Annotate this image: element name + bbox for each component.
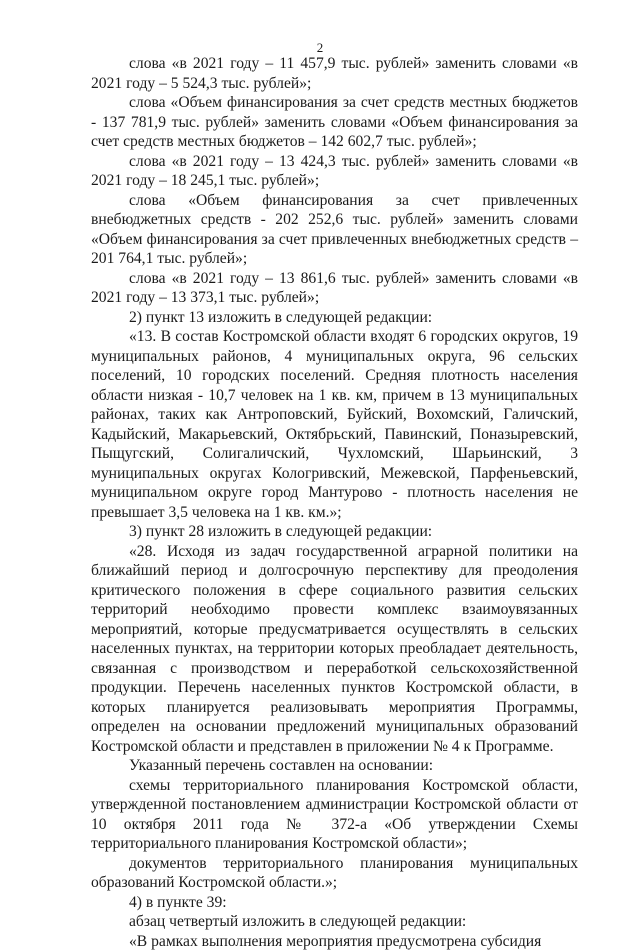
paragraph: «13. В состав Костромской области входят 6 городских округов, 19 муниципальных районов, 4 муниципальных округа, 96 сельских поселений, 10 городских поселений. Средняя плотность населения области низкая - 10,7 человек на 1 кв. км, причем в 13 муниципальных районах, таких как Антроповский, Буйский, Вохомский, Галичский, Кадыйский, Макарьевский, Октябрьский, Павинский, Поназыревский, Пыщугский, Солигаличский, Чухломский, Шарьинский, 3 муниципальных округах Кологривский, Межевской, Парфеньевский, муниципальном округе город Мантурово - плотность населения не превышает 3,5 человека на 1 кв. км.»; (91, 327, 578, 522)
paragraph: Указанный перечень составлен на основании: (91, 756, 578, 776)
paragraph: слова «Объем финансирования за счет привлеченных внебюджетных средств - 202 252,6 тыс. рублей» заменить словами «Объем финансирования за счет привлеченных внебюджетных средств – 201 764,1 тыс. рублей»; (91, 191, 578, 269)
paragraph: абзац четвертый изложить в следующей редакции: (91, 912, 578, 932)
paragraph: слова «в 2021 году – 11 457,9 тыс. рублей» заменить словами «в 2021 году – 5 524,3 тыс. рублей»; (91, 54, 578, 93)
paragraph: слова «Объем финансирования за счет средств местных бюджетов - 137 781,9 тыс. рублей» заменить словами «Объем финансирования за счет средств местных бюджетов – 142 602,7 тыс. рублей»; (91, 93, 578, 152)
paragraph: 3) пункт 28 изложить в следующей редакции: (91, 522, 578, 542)
paragraph: 2) пункт 13 изложить в следующей редакции: (91, 308, 578, 328)
paragraph: «28. Исходя из задач государственной аграрной политики на ближайший период и долгосрочную перспективу для преодоления критического положения в сфере социального развития сельских территорий необходимо провести комплекс взаимоувязанных мероприятий, которые предусматривается осуществлять в сельских населенных пунктах, на территории которых преобладает деятельность, связанная с производством и переработкой сельскохозяйственной продукции. Перечень населенных пунктов Костромской области, в которых планируется реализовывать мероприятия Программы, определен на основании предложений муниципальных образований Костромской области и представлен в приложении № 4 к Программе. (91, 542, 578, 757)
paragraph: 4) в пункте 39: (91, 893, 578, 913)
document-body (91, 54, 578, 951)
paragraph: документов территориального планирования муниципальных образований Костромской области.»; (91, 854, 578, 893)
paragraph: слова «в 2021 году – 13 861,6 тыс. рублей» заменить словами «в 2021 году – 13 373,1 тыс. рублей»; (91, 269, 578, 308)
paragraph: схемы территориального планирования Костромской области, утвержденной постановлением администрации Костромской области от 10 октября 2011 года № 372-а «Об утверждении Схемы территориального планирования Костромской области»; (91, 776, 578, 854)
paragraph: слова «в 2021 году – 13 424,3 тыс. рублей» заменить словами «в 2021 году – 18 245,1 тыс. рублей»; (91, 152, 578, 191)
paragraph: «В рамках выполнения мероприятия предусмотрена субсидия (91, 932, 578, 951)
page-number: 2 (0, 40, 640, 56)
